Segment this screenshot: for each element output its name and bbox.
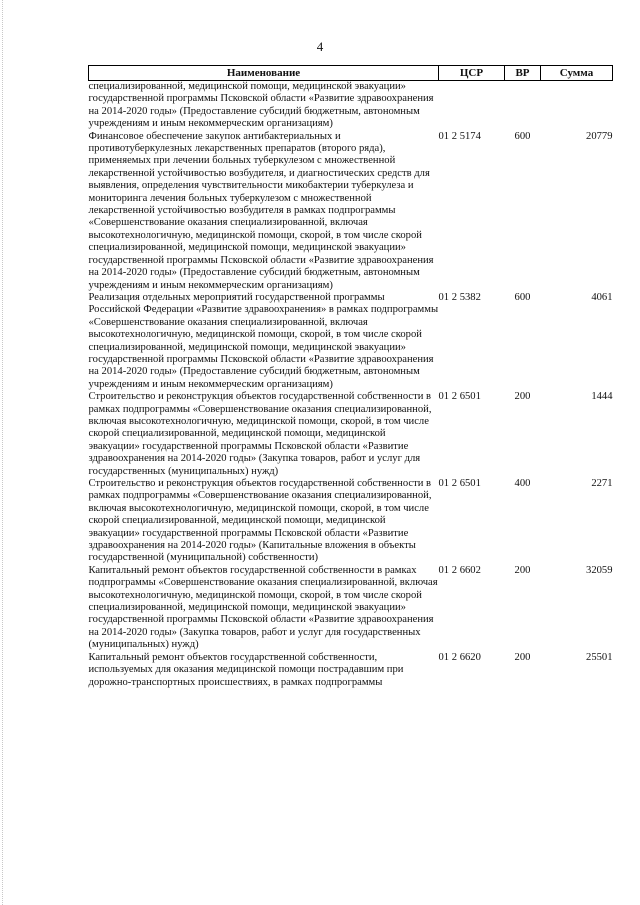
row-csr: 01 2 6602 — [438, 564, 481, 576]
row-name: специализированной, медицинской помощи, медицинской эвакуации» государственной программы Псковской области «Развитие здравоохранения на 2014-2020 годы» (Предоставление субсидий бюджетным, автономным учреждениям и иным некоммерческим организациям) — [88, 81, 434, 130]
row-vr: 200 — [514, 651, 531, 663]
header-sum: Сумма — [541, 66, 613, 81]
row-name: Капитальный ремонт объектов государственной собственности, используемых для оказания медицинской помощи пострадавшим при дорожно-транспортных происшествиях, в рамках подпрограммы — [88, 651, 404, 688]
row-name: Строительство и реконструкция объектов государственной собственности в рамках подпрограммы «Совершенствование оказания специализированной, включая высокотехнологичную, медицинской помощи, скорой, в том числе скорой специализированной, медицинской помощи, медицинской эвакуации» государственной программы Псковской области «Развитие здравоохранения на 2014-2020 годы» (Капитальные вложения в объекты государственной (муниципальной) собственности) — [88, 478, 432, 564]
table-row — [89, 131, 613, 292]
row-sum: 2271 — [591, 478, 613, 489]
row-vr: 200 — [514, 564, 531, 576]
row-vr — [505, 81, 541, 131]
row-csr: 01 2 6620 — [438, 651, 481, 663]
page-edge-mark — [2, 0, 4, 905]
row-sum: 20779 — [586, 130, 613, 142]
row-vr: 600 — [514, 291, 531, 303]
budget-table — [88, 65, 613, 689]
row-name: Строительство и реконструкция объектов государственной собственности в рамках подпрограммы «Совершенствование оказания специализированной, включая высокотехнологичную, медицинской помощи, скорой, в том числе скорой специализированной, медицинской помощи, медицинской эвакуации» государственной программы Псковской области «Развитие здравоохранения на 2014-2020 годы» (Закупка товаров, работ и услуг для государственных (муниципальных) нужд) — [88, 391, 432, 477]
row-sum: 32059 — [586, 564, 613, 576]
row-csr: 01 2 6501 — [438, 391, 481, 403]
row-csr: 01 2 6501 — [438, 478, 481, 489]
row-name: Финансовое обеспечение закупок антибактериальных и противотуберкулезных лекарственных препаратов (второго ряда), применяемых при лечении больных туберкулезом с множественной лекарственной устойчивостью возбудителя, и диагностических средств для выявления, определения чувствительности микобактерии туберкулеза и мониторинга лечения больных туберкулезом с множественной лекарственной устойчивостью возбудителя в рамках подпрограммы «Совершенствование оказания специализированной, включая высокотехнологичную, медицинской помощи, скорой, в том числе скорой специализированной, медицинской помощи, медицинской эвакуации» государственной программы Псковской области «Развитие здравоохранения на 2014-2020 годы» (Предоставление субсидий бюджетным, автономным учреждениям и иным некоммерческим организациям) — [88, 130, 434, 291]
table-row — [89, 81, 613, 131]
row-csr — [439, 81, 505, 131]
row-sum: 1444 — [591, 391, 613, 403]
row-csr: 01 2 5174 — [438, 130, 481, 142]
header-csr: ЦСР — [439, 66, 505, 81]
row-sum — [541, 81, 613, 131]
row-name: Реализация отдельных мероприятий государственной программы Российской Федерации «Развитие здравоохранения» в рамках подпрограммы «Совершенствование оказания специализированной, включая высокотехнологичную, медицинской помощи, скорой, в том числе скорой специализированной, медицинской помощи, медицинской эвакуации» государственной программы Псковской области «Развитие здравоохранения на 2014-2020 годы» (Предоставление субсидий бюджетным, автономным учреждениям и иным некоммерческим организациям) — [88, 291, 439, 390]
row-sum: 4061 — [591, 291, 613, 303]
row-sum: 25501 — [586, 651, 613, 663]
table-row — [89, 478, 613, 565]
table-row — [89, 391, 613, 478]
table-header-row — [89, 66, 613, 81]
table-row — [89, 565, 613, 652]
row-csr: 01 2 5382 — [438, 291, 481, 303]
row-vr: 200 — [514, 391, 531, 403]
header-vr: ВР — [505, 66, 541, 81]
page-number: 4 — [316, 39, 324, 54]
header-name: Наименование — [89, 66, 439, 81]
table-row — [89, 292, 613, 391]
row-vr: 400 — [514, 478, 531, 489]
table-row — [89, 652, 613, 689]
row-vr: 600 — [514, 130, 531, 142]
row-name: Капитальный ремонт объектов государственной собственности в рамках подпрограммы «Совершенствование оказания специализированной, включая высокотехнологичную, медицинской помощи, скорой, в том числе скорой специализированной, медицинской помощи, медицинской эвакуации» государственной программы Псковской области «Развитие здравоохранения на 2014-2020 годы» (Закупка товаров, работ и услуг для государственных (муниципальных) нужд) — [88, 564, 438, 651]
